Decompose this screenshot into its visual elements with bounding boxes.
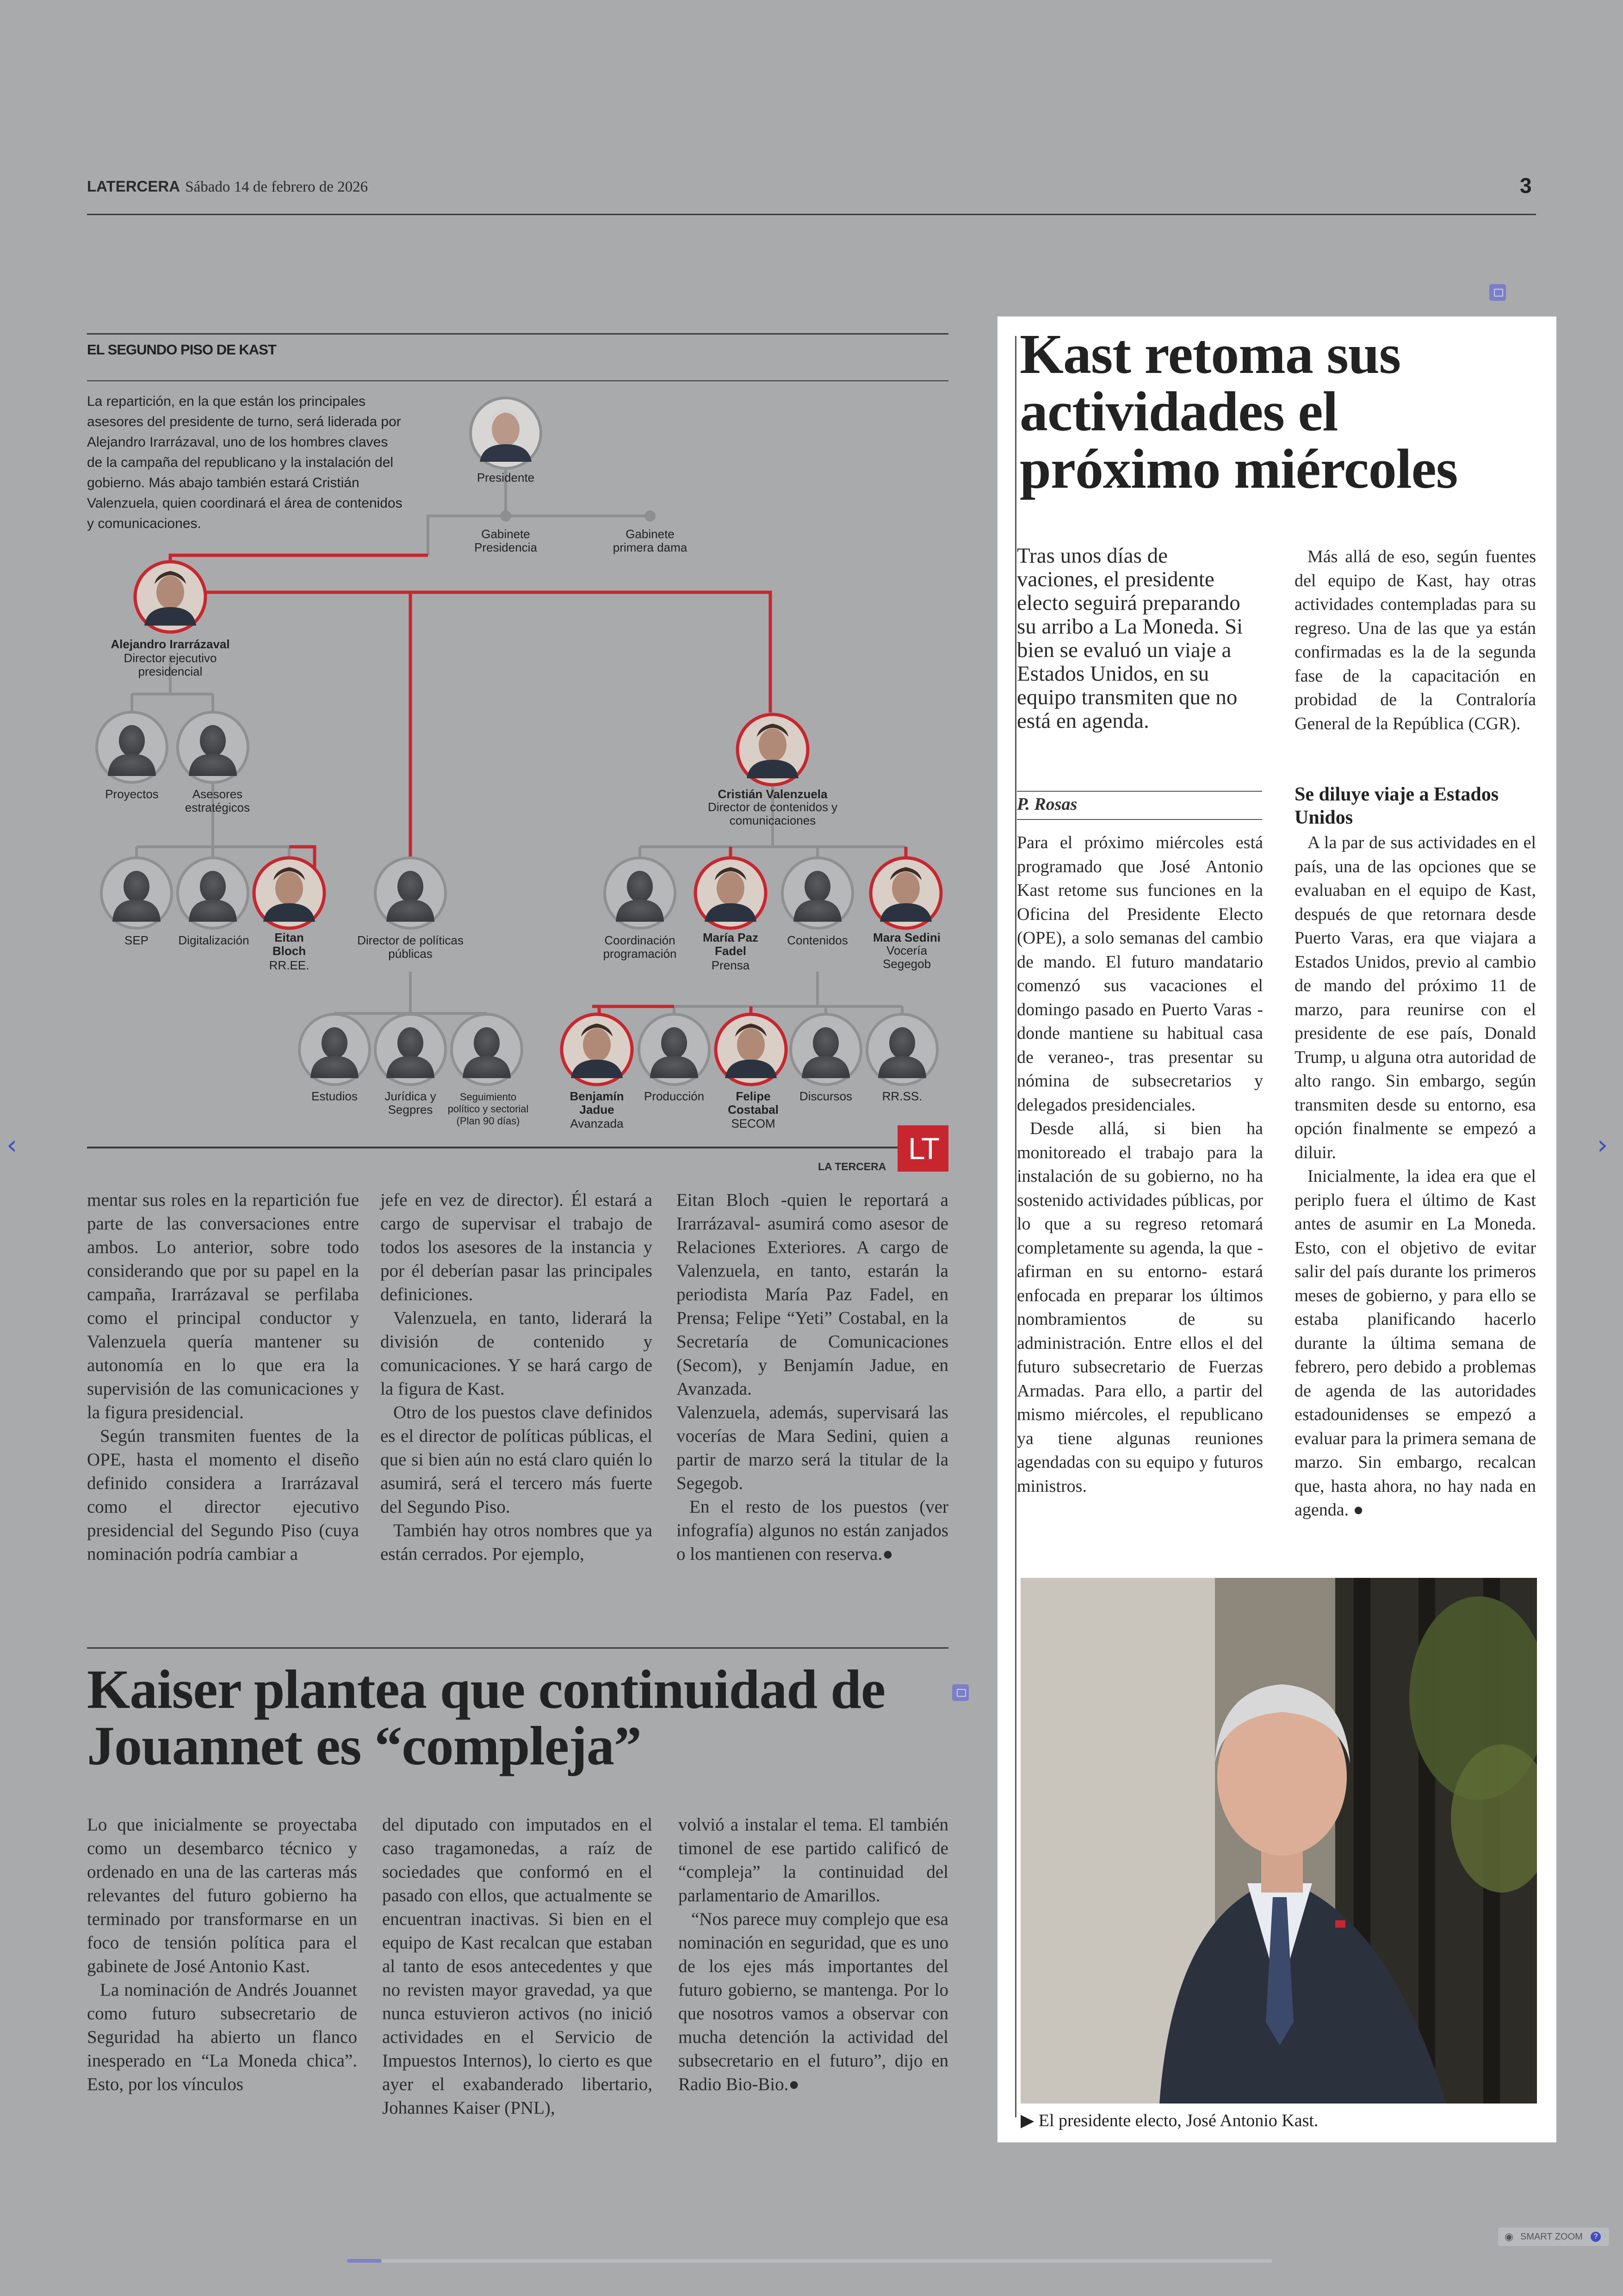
end-mark-icon: ● [1353, 1500, 1364, 1520]
infographic-title: EL SEGUNDO PISO DE KAST [87, 341, 276, 358]
lt-logo: LT [898, 1125, 948, 1172]
label-juridica: Jurídica y Segpres [384, 1089, 436, 1117]
paragraph: jefe en vez de director). Él estará a cargo de supervisar el trabajo de todos los asesores de la instancia y por él deberían pasar las principales definiciones. [380, 1190, 652, 1304]
infographic-intro: La repartición, en la que están los principales asesores del presidente de turno, será liderada por Alejandro Irarrázaval, uno de los hombres claves de la campaña del republicano y la instalación del gobierno. Más abajo también estará Cristián Valenzuela, quien coordinará el área de contenidos y comunicaciones. [87, 394, 403, 531]
label-gabinete-primera-dama: Gabinete primera dama [613, 527, 688, 554]
paragraph: Otro de los puestos clave definidos es el director de políticas públicas, el que si bien aún no está claro quién lo asumirá, será el tercero más fuerte del Segundo Piso. [380, 1402, 652, 1517]
kast-col-right-bottom [1295, 831, 1536, 1522]
node-valenzuela [737, 714, 808, 785]
paragraph [676, 1495, 948, 1566]
brand: LATERCERA [87, 178, 180, 195]
node-digitalizacion [178, 858, 248, 928]
page-scrollbar-track[interactable] [347, 2259, 1272, 2263]
node-sedini [871, 858, 941, 928]
label-valenzuela-role: Director de contenidos y comunicaciones [707, 800, 838, 827]
paragraph: volvió a instalar el tema. El también timonel de ese partido calificó de “compleja” la continuidad del parlamentario de Amarillos. [678, 1815, 948, 1905]
label-costabal-name: Felipe Costabal [728, 1089, 779, 1117]
paragraph: Lo que inicialmente se proyectaba como un desembarco técnico y ordenado en una de las carteras más relevantes del futuro gobierno ha terminado por transformarse en un foco de tensión política para el gabinete de José Antonio Kast. [87, 1815, 357, 1976]
label-presidente: Presidente [477, 471, 535, 484]
label-seguimiento: Seguimiento político y sectorial (Plan 90 días) [447, 1091, 529, 1127]
byline-rule-bottom [1017, 819, 1262, 820]
smart-zoom-button[interactable] [1498, 2228, 1609, 2246]
paragraph [678, 1907, 948, 2096]
label-sep: SEP [124, 933, 149, 947]
node-rrss [867, 1014, 937, 1085]
kaiser-headline: Kaiser plantea que continuidad de Jouannet es “compleja” [87, 1658, 886, 1776]
node-proyectos [97, 712, 167, 782]
node-coordinacion [605, 858, 675, 928]
node-produccion [639, 1014, 709, 1085]
paragraph: Valenzuela, en tanto, liderará la división de contenido y comunicaciones. Y se hará cargo de la figura de Kast. [380, 1308, 652, 1399]
label-digitalizacion: Digitalización [178, 933, 249, 947]
label-coordinacion: Coordinación programación [603, 933, 677, 961]
smart-zoom-label: SMART ZOOM [1520, 2232, 1583, 2242]
node-bloch [254, 858, 324, 928]
paragraph: También hay otros nombres que ya están cerrados. Por ejemplo, [380, 1520, 652, 1564]
kaiser-col3 [678, 1813, 948, 2096]
kaiser-col2 [382, 1813, 652, 2120]
node-juridica [375, 1014, 446, 1085]
left-article-col3 [676, 1188, 948, 1566]
kaiser-col1 [87, 1813, 357, 2096]
label-gabinete-presidencia: Gabinete Presidencia [474, 527, 537, 554]
node-seguimiento [452, 1014, 522, 1085]
page-number: 3 [1520, 174, 1532, 198]
paragraph: Desde allá, si bien ha monitoreado el trabajo para la instalación de su gobierno, no ha sostenido actividades públicas, por lo que a su regreso retomará completamente su agenda, la que -afirman en su entorno- estará enfocada en preparar los últimos nombramientos de su administración. Entre ellos el del futuro subsecretario de Fuerzas Armadas. Para ello, a partir del mismo miércoles, el republicano ya tiene algunas reuniones agendadas con su equipo y futuros ministros. [1017, 1119, 1263, 1496]
node-presidente [471, 398, 541, 468]
label-irarrazaval-name: Alejandro Irarrázaval [111, 637, 230, 651]
kast-headline: Kast retoma sus actividades el próximo miércoles [1020, 323, 1458, 500]
photo-caption [1021, 2110, 1318, 2131]
end-mark-icon: ● [788, 2074, 799, 2094]
prev-page-button[interactable]: ‹ [6, 1129, 18, 1160]
paragraph: Más allá de eso, según fuentes del equipo de Kast, hay otras actividades contempladas para su regreso. Una de las que ya están confirmadas es la de la segunda fase de la capacitación en probidad de la Contraloría General de la República (CGR). [1295, 547, 1536, 733]
next-page-button[interactable]: › [1597, 1129, 1608, 1160]
node-fadel [695, 858, 766, 928]
label-discursos: Discursos [799, 1089, 853, 1103]
label-director-politicas: Director de políticas públicas [357, 933, 464, 961]
node-jadue [562, 1014, 632, 1085]
label-jadue-name: Benjamín Jadue [570, 1089, 624, 1117]
infographic-bottom-rule [87, 1147, 948, 1148]
kast-col-right-top [1295, 545, 1536, 736]
paragraph: Valenzuela, además, supervisará las vocerías de Mara Sedini, quien a partir de marzo será la titular de la Segegob. [676, 1402, 948, 1493]
label-bloch-name: Eitan Bloch [272, 931, 306, 958]
label-contenidos: Contenidos [787, 933, 848, 947]
help-icon[interactable]: ? [1591, 2232, 1601, 2242]
label-irarrazaval-role: Director ejecutivo presidencial [124, 651, 217, 678]
label-jadue-role: Avanzada [570, 1117, 624, 1130]
left-article-col1 [87, 1188, 359, 1566]
paragraph-text: “Nos parece muy complejo que esa nominación en seguridad, que es uno de los ejes más importantes del futuro gobierno, se mantenga. Por lo que nosotros vamos a observar con mucha detención la actividad del subsecretario en el futuro”, dijo en Radio Bio-Bio. [678, 1909, 948, 2094]
byline-rule-top [1017, 791, 1262, 792]
node-irarrazaval [135, 562, 205, 632]
node-director-politicas [375, 858, 446, 928]
node-asesores [178, 712, 248, 782]
paragraph-text: En el resto de los puestos (ver infografía) algunos no están zanjados o los mantienen con reserva. [676, 1497, 948, 1564]
infographic-credit: LA TERCERA [818, 1160, 886, 1173]
node-estudios [299, 1014, 370, 1085]
paragraph: Según transmiten fuentes de la OPE, hasta el momento el diseño definido considera a Irarrázaval como el director ejecutivo presidencial del Segundo Piso (cuya nominación podría cambiar a [87, 1426, 359, 1564]
paragraph: A la par de sus actividades en el país, una de las opciones que se evaluaban en el equipo de Kast, después de que retornara desde Puerto Varas, era que viajara a Estados Unidos, previo al cambio de mando del próximo 11 de marzo, para reunirse con el presidente de ese país, Donald Trump, u alguna otra autoridad de alto rango. Sin embargo, según transmiten desde su entorno, esa opción finalmente se empezó a diluir. [1295, 833, 1536, 1162]
paragraph: Eitan Bloch -quien le reportará a Irarrázaval- asumirá como asesor de Relaciones Exteriores. A cargo de Valenzuela, en tanto, estarán la periodista María Paz Fadel, en Prensa; Felipe “Yeti” Costabal, en la Secretaría de Comunicaciones (Secom), y Benjamín Jadue, en Avanzada. [676, 1190, 948, 1399]
caption-arrow-icon: ▶ [1021, 2111, 1035, 2130]
label-estudios: Estudios [311, 1089, 358, 1103]
kast-article-panel[interactable] [997, 316, 1556, 2142]
kast-subhead: Se diluye viaje a Estados Unidos [1295, 784, 1499, 828]
label-costabal-role: SECOM [731, 1117, 775, 1130]
eye-icon: ◉ [1505, 2231, 1514, 2242]
kast-photo [1021, 1578, 1537, 2104]
label-fadel-name: María Paz Fadel [703, 931, 758, 958]
kaiser-top-rule [87, 1647, 948, 1649]
paragraph: del diputado con imputados en el caso tragamonedas, a raíz de sociedades que conformó en el pasado con ellos, que actualmente se encuentran inactivas. Si bien en el equipo de Kast recalcan que estaban al tanto de esos antecedentes y que no revisten mayor gravedad, ya que nunca estuvieron activos (no inició actividades en el Servicio de Impuestos Internos), lo cierto es que ayer el exabanderado libertario, Johannes Kaiser (PNL), [382, 1815, 652, 2118]
node-sep [101, 858, 172, 928]
end-mark-icon: ● [882, 1544, 893, 1564]
node-discursos [791, 1014, 861, 1085]
issue-date: Sábado 14 de febrero de 2026 [185, 179, 368, 195]
label-sedini-role: Vocería Segegob [882, 943, 931, 971]
node-costabal [716, 1014, 786, 1085]
paragraph: Para el próximo miércoles está programado que José Antonio Kast retome sus funciones en la Oficina del Presidente Electo (OPE), a solo semanas del cambio de mando. El futuro mandatario comenzó sus vacaciones el domingo pasado en Puerto Varas -donde mantiene su habitual casa de veraneo-, tras presentar su nómina de subsecretarios y delegados presidenciales. [1017, 833, 1263, 1115]
paragraph-text: Inicialmente, la idea era que el periplo fuera el último de Kast antes de asumir en La Moneda. Esto, con el objetivo de evitar salir del país durante los primeros meses de gobierno, y para ello se estaba planificando hacerlo durante la última semana de febrero, pero debido a problemas de agenda de las autoridades estadounidenses se empezó a evaluar para la primera semana de marzo. Sin embargo, recalcan que, hasta ahora, no hay nada en agenda. [1295, 1167, 1536, 1520]
page-scrollbar-thumb[interactable] [347, 2259, 382, 2263]
label-bloch-role: RR.EE. [269, 958, 310, 972]
paragraph [1295, 1165, 1536, 1522]
node-contenidos [782, 858, 853, 928]
byline: P. Rosas [1017, 794, 1078, 814]
label-valenzuela-name: Cristián Valenzuela [718, 787, 828, 801]
label-asesores: Asesores estratégicos [185, 787, 250, 814]
label-rrss: RR.SS. [882, 1089, 923, 1103]
label-produccion: Producción [644, 1089, 705, 1103]
label-proyectos: Proyectos [105, 787, 159, 801]
left-article-col2 [380, 1188, 652, 1566]
paragraph: mentar sus roles en la repartición fue parte de las conversaciones entre ambos. Lo anterior, sobre todo considerando que por su papel en la campaña, Irarrázaval se perfilaba como el principal conductor y Valenzuela quería mantener su autonomía en lo que era la supervisión de las comunicaciones y la figura presidencial. [87, 1190, 359, 1422]
caption-text: El presidente electo, José Antonio Kast. [1038, 2111, 1319, 2130]
kast-panel-left-rule [1015, 336, 1016, 2117]
kast-lede: Tras unos días de vaciones, el presidente electo seguirá preparando su arribo a La Moneda. Si bien se evaluó un viaje a Estados Unidos, en su equipo transmiten que no está en agenda. [1017, 544, 1243, 733]
label-sedini-name: Mara Sedini [873, 931, 941, 944]
paragraph: La nominación de Andrés Jouannet como futuro subsecretario de Seguridad ha abierto un flanco inesperado en “La Moneda chica”. Esto, por los vínculos [87, 1980, 357, 2094]
kast-col-left [1017, 831, 1263, 1498]
label-fadel-role: Prensa [711, 958, 750, 972]
